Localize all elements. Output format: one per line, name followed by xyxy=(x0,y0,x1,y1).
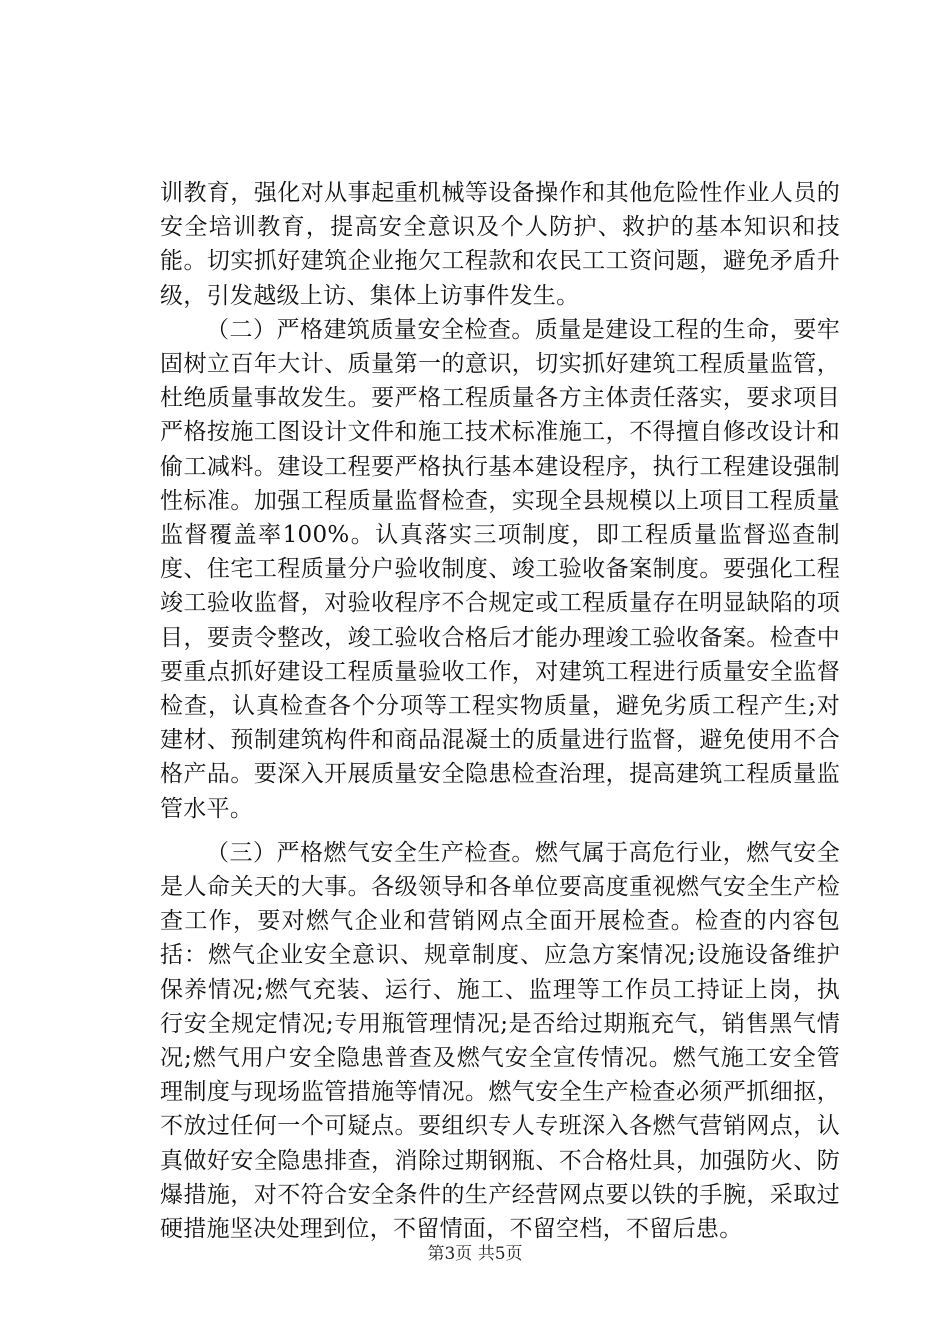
paragraph-gas-safety: （三）严格燃气安全生产检查。燃气属于高危行业，燃气安全是人命关天的大事。各级领导和各单位要高度重视燃气安全生产检查工作，要对燃气企业和营销网点全面开展检查。检查的内容包括：燃气企业安全意识、规章制度、应急方案情况;设施设备维护保养情况;燃气充装、运行、施工、监理等工作员工持证上岗，执行安全规定情况;专用瓶管理情况;是否给过期瓶充气，销售黑气情况;燃气用户安全隐患普查及燃气安全宣传情况。燃气施工安全管理制度与现场监管措施等情况。燃气安全生产检查必须严抓细抠，不放过任何一个可疑点。要组织专人专班深入各燃气营销网点，认真做好安全隐患排查，消除过期钢瓶、不合格灶具，加强防火、防爆措施，对不符合安全条件的生产经营网点要以铁的手腕，采取过硬措施坚决处理到位，不留情面，不留空档，不留后患。 xyxy=(160,839,840,1243)
paragraph-building-quality: （二）严格建筑质量安全检查。质量是建设工程的生命，要牢固树立百年大计、质量第一的意识，切实抓好建筑工程质量监管，杜绝质量事故发生。要严格工程质量各方主体责任落实，要求项目严格按施工图设计文件和施工技术标准施工，不得擅自修改设计和偷工减料。建设工程要严格执行基本建设程序，执行工程建设强制性标准。加强工程质量监督检查，实现全县规模以上项目工程质量监督覆盖率100%。认真落实三项制度，即工程质量监督巡查制度、住宅工程质量分户验收制度、竣工验收备案制度。要强化工程竣工验收监督，对验收程序不合规定或工程质量存在明显缺陷的项目，要责令整改，竣工验收合格后才能办理竣工验收备案。检查中要重点抓好建设工程质量验收工作，对建筑工程进行质量安全监督检查，认真检查各个分项等工程实物质量，避免劣质工程产生;对建材、预制建筑构件和商品混凝土的质量进行监督，避免使用不合格产品。要深入开展质量安全隐患检查治理，提高建筑工程质量监管水平。 xyxy=(160,316,840,822)
page-number-footer: 第3页 共5页 xyxy=(427,1244,523,1264)
paragraph-continued: 训教育，强化对从事起重机械等设备操作和其他危险性作业人员的安全培训教育，提高安全意识及个人防护、救护的基本知识和技能。切实抓好建筑企业拖欠工程款和农民工工资问题，避免矛盾升级，引发越级上访、集体上访事件发生。 xyxy=(160,180,840,309)
document-body xyxy=(160,176,840,1246)
